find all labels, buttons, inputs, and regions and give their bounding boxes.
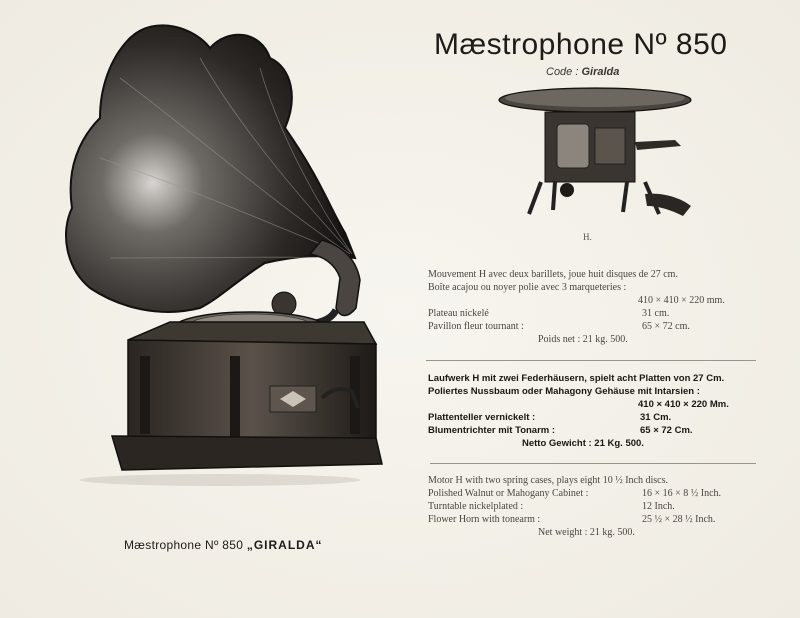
spec-row: Turntable nickelplated : 12 Inch. — [428, 501, 675, 512]
spec-row: Poids net : 21 kg. 500. — [538, 334, 628, 345]
spec-row: 410 × 410 × 220 Mm. — [638, 399, 729, 410]
spec-row: Laufwerk H mit zwei Federhäusern, spielt acht Platten von 27 Cm. — [428, 373, 725, 384]
spec-row: Motor H with two spring cases, plays eight 10 ½ Inch discs. — [428, 475, 668, 486]
divider — [430, 463, 756, 464]
spec-row: Boîte acajou ou noyer polie avec 3 marqueteries : — [428, 282, 627, 293]
illustration-caption — [124, 538, 323, 552]
model-code — [546, 66, 619, 78]
spec-row: Plattenteller vernickelt : 31 Cm. — [428, 412, 672, 423]
caption-prefix: Mæstrophone Nº 850 — [124, 538, 244, 552]
spec-row: Blumentrichter mit Tonarm : 65 × 72 Cm. — [428, 425, 693, 436]
spec-row: Net weight : 21 kg. 500. — [538, 527, 635, 538]
gramophone-illustration — [60, 18, 390, 488]
caption-name: „GIRALDA“ — [246, 538, 323, 552]
spec-row: Pavillon fleur tournant : 65 × 72 cm. — [428, 321, 690, 332]
spec-row: Plateau nickelé 31 cm. — [428, 308, 670, 319]
spec-row: Poliertes Nussbaum oder Mahagony Gehäuse mit Intarsien : — [428, 386, 700, 397]
figure-label: H. — [583, 232, 592, 242]
code-label: Code : — [546, 66, 579, 78]
divider — [426, 360, 756, 361]
spec-row: 410 × 410 × 220 mm. — [638, 295, 725, 306]
spec-row: Mouvement H avec deux barillets, joue huit disques de 27 cm. — [428, 269, 678, 280]
motor-mechanism-illustration — [495, 82, 705, 232]
german-spec-block — [428, 372, 788, 450]
french-spec-block — [428, 268, 788, 346]
spec-row: Polished Walnut or Mahogany Cabinet : 16 × 16 × 8 ½ Inch. — [428, 488, 722, 499]
english-spec-block — [428, 474, 788, 539]
page-title: Mæstrophone Nº 850 — [434, 28, 728, 61]
spec-row: Netto Gewicht : 21 Kg. 500. — [522, 438, 644, 449]
code-value: Giralda — [581, 66, 620, 78]
spec-row: Flower Horn with tonearm : 25 ½ × 28 ½ Inch. — [428, 514, 716, 525]
